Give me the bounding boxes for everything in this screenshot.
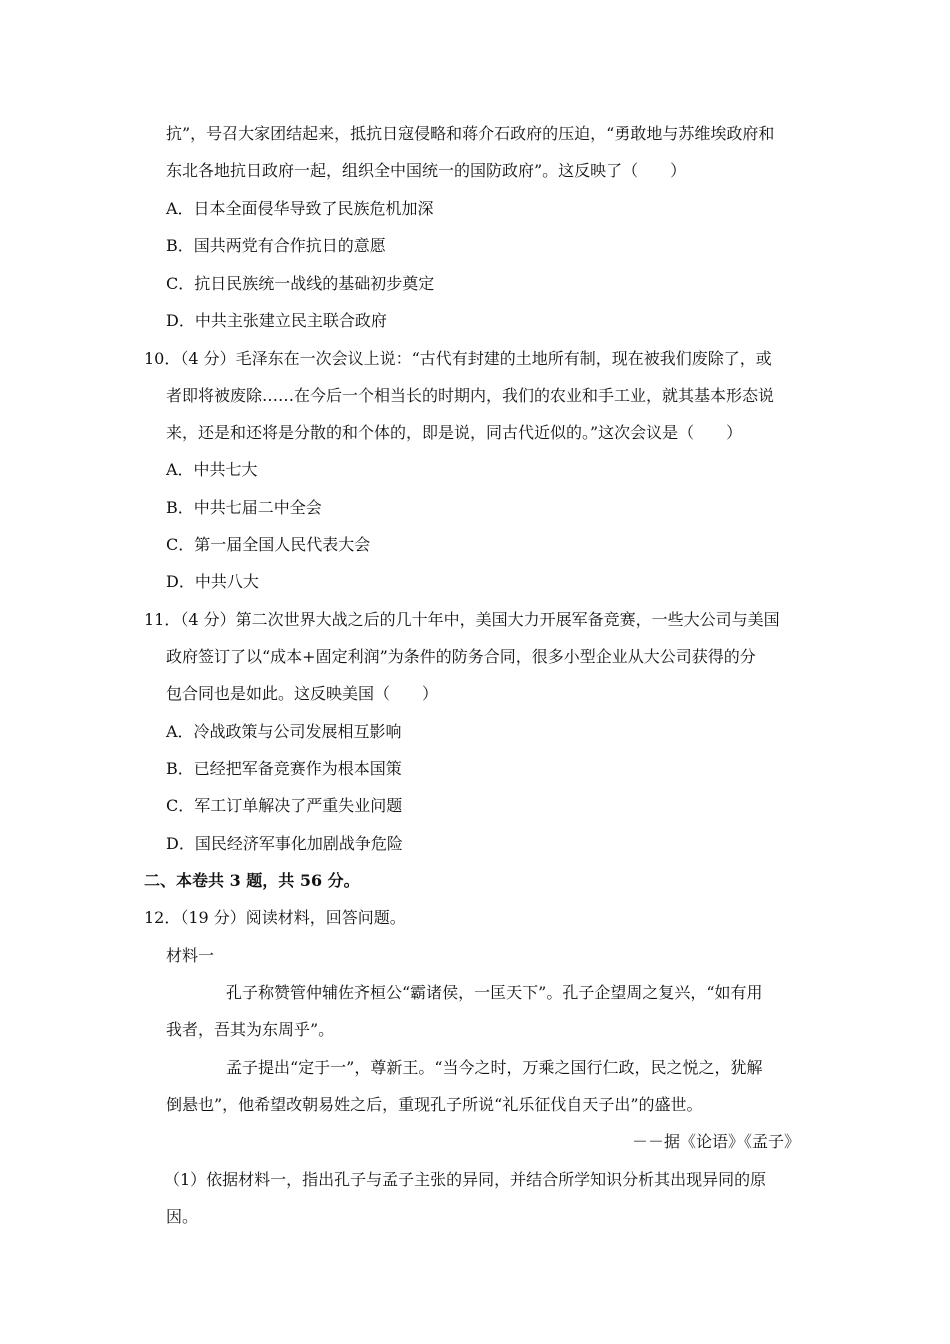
q9-option-d: D．中共主张建立民主联合政府 (166, 311, 387, 330)
q11-option-a: A．冷战政策与公司发展相互影响 (166, 722, 402, 741)
q10-option-c: C．第一届全国人民代表大会 (166, 535, 371, 554)
q9-option-c: C．抗日民族统一战线的基础初步奠定 (166, 274, 435, 293)
section-2-heading: 二、本卷共 3 题，共 56 分。 (144, 871, 360, 890)
q11-option-c: C．军工订单解决了严重失业问题 (166, 796, 403, 815)
q11-stem-line-2: 政府签订了以“成本+固定利润”为条件的防务合同，很多小型企业从大公司获得的分 (166, 647, 756, 666)
q11-stem-line-1: 11．（4 分）第二次世界大战之后的几十年中，美国大力开展军备竞赛，一些大公司与美国 (144, 610, 780, 629)
q10-stem-line-2: 者即将被废除……在今后一个相当长的时期内，我们的农业和手工业，就其基本形态说 (166, 386, 775, 405)
q12-material-label: 材料一 (166, 946, 215, 965)
q12-stem: 12．（19 分）阅读材料，回答问题。 (144, 908, 406, 927)
q12-subquestion-1-line-1: （1）依据材料一，指出孔子与孟子主张的异同，并结合所学知识分析其出现异同的原 (164, 1170, 767, 1189)
q10-stem-line-3: 来，还是和还将是分散的和个体的，即是说，同古代近似的。”这次会议是（ ） (166, 423, 743, 442)
q12-subquestion-1-line-2: 因。 (166, 1207, 199, 1226)
q9-option-b: B．国共两党有合作抗日的意愿 (166, 236, 386, 255)
q12-material-para-1-line-2: 我者，吾其为东周乎”。 (166, 1020, 335, 1039)
q11-option-d: D．国民经济军事化加剧战争危险 (166, 834, 403, 853)
q11-stem-line-3: 包合同也是如此。这反映美国（ ） (166, 684, 439, 703)
q11-option-b: B．已经把军备竞赛作为根本国策 (166, 759, 402, 778)
q12-material-source: －－据《论语》《孟子》 (631, 1132, 800, 1151)
q9-stem-line-1: 抗”，号召大家团结起来，抵抗日寇侵略和蒋介石政府的压迫，“勇敢地与苏维埃政府和 (166, 124, 775, 143)
q12-material-para-1-line-1: 孔子称赞管仲辅佐齐桓公“霸诸侯，一匡天下”。孔子企望周之复兴，“如有用 (226, 983, 763, 1002)
q9-option-a: A．日本全面侵华导致了民族危机加深 (166, 199, 434, 218)
q10-stem-line-1: 10．（4 分）毛泽东在一次会议上说：“古代有封建的土地所有制，现在被我们废除了，或 (144, 349, 772, 368)
q12-material-para-2-line-1: 孟子提出“定于一”，尊新王。“当今之时，万乘之国行仁政，民之悦之，犹解 (226, 1058, 763, 1077)
q12-material-para-2-line-2: 倒悬也”，他希望改朝易姓之后，重现孔子所说“礼乐征伐自天子出”的盛世。 (166, 1095, 703, 1114)
q10-option-b: B．中共七届二中全会 (166, 498, 322, 517)
q10-option-a: A．中共七大 (166, 460, 258, 479)
q9-stem-line-2: 东北各地抗日政府一起，组织全中国统一的国防政府”。这反映了（ ） (166, 161, 687, 180)
q10-option-d: D．中共八大 (166, 572, 259, 591)
